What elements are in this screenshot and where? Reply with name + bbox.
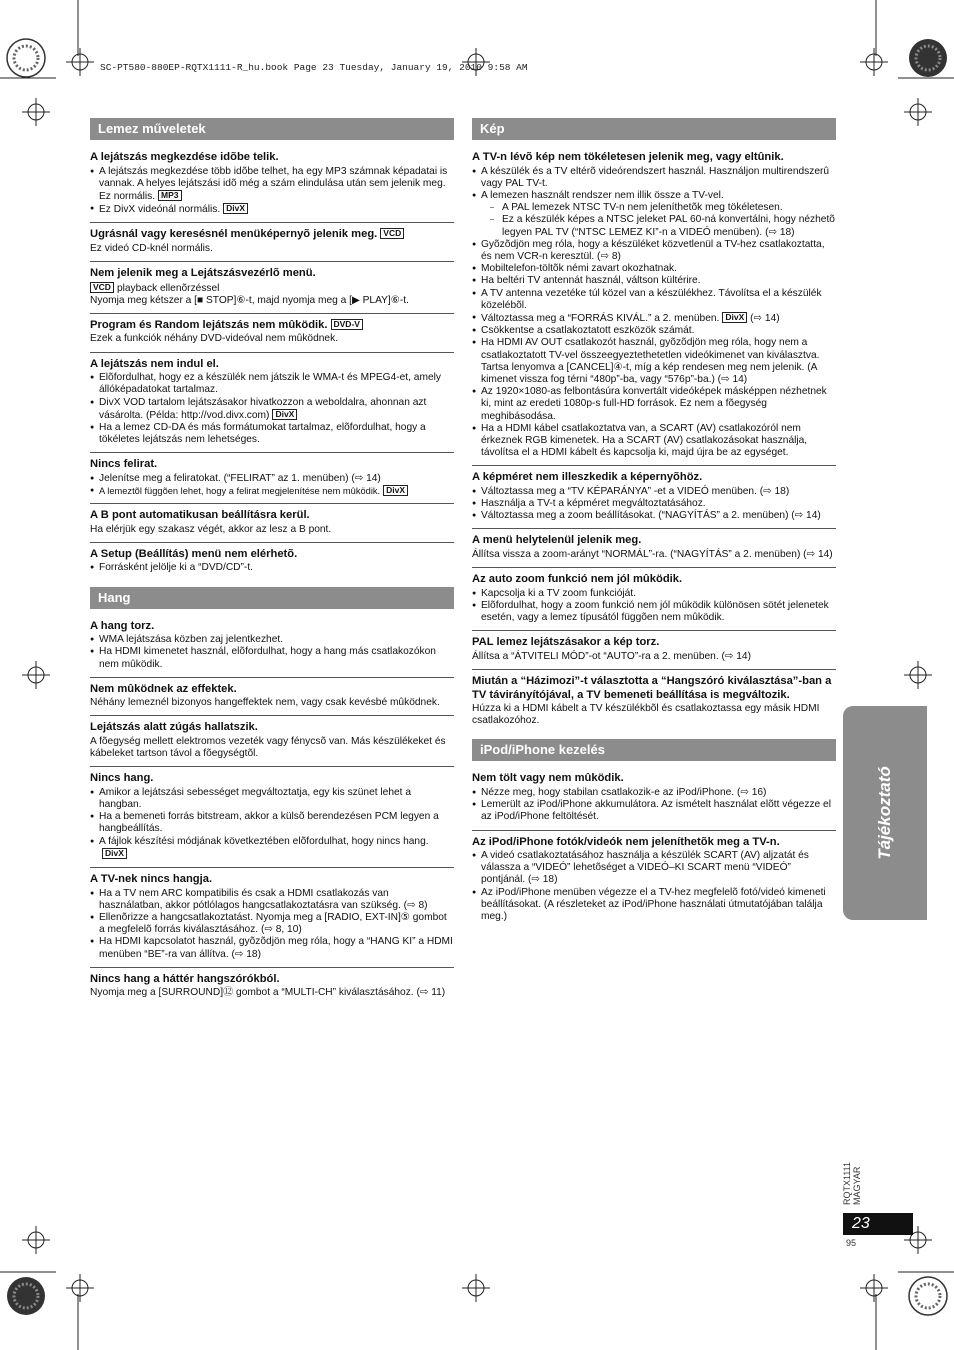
question: Program és Random lejátszás nem mûködik. DVD-V bbox=[90, 319, 454, 333]
bullet: ● Ha a bemeneti forrás bitstream, akkor a külsõ berendezésen PCM legyen a hangbeállítás. bbox=[90, 811, 454, 835]
dash-item: – Ez a készülék képes a NTSC jeleket PAL 60-ná konvertálni, hogy nézhetõ legyen PAL TV (“NTSC LEMEZ KI”-n a VIDEÓ menüben). (⇨ 18) bbox=[490, 214, 836, 238]
bullet: ● Elõfordulhat, hogy ez a készülék nem játszik le WMA-t és MPEG4-et, amely állóképadatokat tartalmaz. bbox=[90, 372, 454, 396]
faq-item bbox=[472, 831, 836, 930]
faq-item bbox=[90, 543, 454, 581]
format-tag: DVD-V bbox=[331, 319, 363, 330]
faq-item bbox=[90, 146, 454, 223]
bullet: ● Ez DivX videónál normális. DivX bbox=[90, 203, 454, 216]
right-column bbox=[472, 118, 836, 929]
bullet: ● Gyõzõdjön meg róla, hogy a készüléket közvetlenül a TV-hez csatlakoztatta, és nem VCR-n keresztül. (⇨ 8) bbox=[472, 239, 836, 263]
faq-item bbox=[90, 223, 454, 262]
faq-item bbox=[90, 678, 454, 717]
faq-item bbox=[90, 453, 454, 504]
question: A hang torz. bbox=[90, 619, 155, 632]
bullet: ● A videó csatlakoztatásához használja a készülék SCART (AV) aljzatát és válassza a “VIDEÓ” lehetõséget a VIDEÓ–KI SCART menü “VIDEÓ” pontjánál. (⇨ 18) bbox=[472, 850, 836, 887]
faq-item bbox=[90, 716, 454, 767]
format-tag: VCD bbox=[90, 282, 114, 293]
faq-item bbox=[472, 670, 836, 733]
faq-item bbox=[90, 504, 454, 543]
faq-item bbox=[90, 767, 454, 868]
format-tag: DivX bbox=[272, 409, 297, 420]
question: Nem mûködnek az effektek. bbox=[90, 682, 237, 695]
answer: A fõegység mellett elektromos vezeték vagy fénycsõ van. Más készülékeket és kábeleket tartson távol a fõegységtõl. bbox=[90, 735, 446, 760]
faq-item bbox=[90, 353, 454, 454]
section-title-disc-ops: Lemez műveletek bbox=[90, 118, 454, 140]
document-code: RQTX1111 MAGYAR bbox=[842, 1161, 862, 1205]
bullet: ● Amikor a lejátszási sebességet megváltoztatja, egy kis szünet lehet a hangban. bbox=[90, 787, 454, 811]
bullet: ● A lemezen használt rendszer nem illik össze a TV-vel. – A PAL lemezek NTSC TV-n nem jeleníthetõk meg tökéletesen. – Ez a készülék képes a NTSC jeleket PAL 60-ná konvertálni, hogy nézhetõ legyen PAL TV (“NTSC LEMEZ KI”-n a VIDEÓ menüben). (⇨ 18) bbox=[472, 190, 836, 239]
bullet: ● Forrásként jelölje ki a “DVD/CD”-t. bbox=[90, 562, 454, 574]
bullet: ● Ha a lemez CD-DA és más formátumokat tartalmaz, elõfordulhat, hogy a tökéletes lejátszás nem lehetséges. bbox=[90, 422, 454, 446]
question: A menü helytelenül jelenik meg. bbox=[472, 534, 642, 547]
question: A képméret nem illeszkedik a képernyõhöz. bbox=[472, 471, 703, 484]
bullet: ● Jelenítse meg a feliratokat. (“FELIRAT” az 1. menüben) (⇨ 14) bbox=[90, 473, 454, 485]
question: Nem tölt vagy nem mûködik. bbox=[472, 772, 624, 785]
bullet: ● Kapcsolja ki a TV zoom funkcióját. bbox=[472, 588, 836, 600]
section-title-picture: Kép bbox=[472, 118, 836, 140]
question: Nincs hang a háttér hangszórókból. bbox=[90, 972, 280, 985]
faq-item bbox=[90, 314, 454, 353]
bullet: ● Változtassa meg a zoom beállításokat. (“NAGYÍTÁS” a 2. menüben) (⇨ 14) bbox=[472, 510, 836, 522]
bullet: ● A TV antenna vezetéke túl közel van a készülékhez. Távolítsa el a készülék közelébõl. bbox=[472, 288, 836, 312]
question: PAL lemez lejátszásakor a kép torz. bbox=[472, 636, 660, 649]
page-sub-number: 95 bbox=[846, 1238, 857, 1248]
question: A TV-nek nincs hangja. bbox=[90, 873, 213, 886]
format-tag: MP3 bbox=[158, 190, 181, 201]
bullet: ● DivX VOD tartalom lejátszásakor hivatkozzon a weboldalra, ahonnan azt vásárolta. (Példa: http://vod.divx.com) DivX bbox=[90, 397, 454, 422]
question: Az auto zoom funkció nem jól mûködik. bbox=[472, 573, 683, 586]
bullet: ● Lemerült az iPod/iPhone akkumulátora. Az ismételt használat elõtt végezze el az iPod/iPhone feltöltését. bbox=[472, 799, 836, 823]
faq-item bbox=[472, 466, 836, 529]
bullet: ● Csökkentse a csatlakoztatott eszközök számát. bbox=[472, 325, 836, 337]
bullet: ● Ha HDMI AV OUT csatlakozót használ, gyõzõdjön meg róla, hogy nem a csatlakoztatott TV-vel összeegyeztethetetlen videókimenet van kiválasztva. Tartsa lenyomva a [CANCEL]④-t, míg a kép rendesen meg nem jelenik. (A kimenet vissza fog térni “480p”-ba, vagy “576p”-ba.) (⇨ 14) bbox=[472, 337, 836, 386]
bullet: ● Az iPod/iPhone menüben végezze el a TV-hez megfelelõ fotó/videó kimeneti beállításokat. (A részleteket az iPod/iPhone használati útmutatójában találja meg.) bbox=[472, 887, 836, 924]
chapter-tab-label: Tájékoztató bbox=[875, 766, 894, 860]
bullet: ● Nézze meg, hogy stabilan csatlakozik-e az iPod/iPhone. (⇨ 16) bbox=[472, 787, 836, 799]
answer: Nyomja meg kétszer a [■ STOP]⑥-t, majd nyomja meg a [▶ PLAY]⑥-t. bbox=[90, 294, 409, 306]
left-column bbox=[90, 118, 454, 1006]
question: Ugrásnál vagy keresésnél menüképernyõ jelenik meg. VCD bbox=[90, 228, 454, 242]
question: A lejátszás megkezdése idõbe telik. bbox=[90, 151, 279, 163]
bullet: ● Változtassa meg a “TV KÉPARÁNYA” -et a VIDEÓ menüben. (⇨ 18) bbox=[472, 486, 836, 498]
faq-item bbox=[472, 767, 836, 830]
format-tag: DivX bbox=[722, 312, 747, 323]
answer: Ha elérjük egy szakasz végét, akkor az lesz a B pont. bbox=[90, 523, 332, 535]
format-tag: DivX bbox=[383, 485, 408, 496]
question: Miután a “Házimozi”-t választotta a “Hangszóró kiválasztása”-ban a TV távirányítójával, a TV bemeneti beállítása is megváltozik. bbox=[472, 675, 832, 701]
dash-item: – A PAL lemezek NTSC TV-n nem jeleníthetõk meg tökéletesen. bbox=[490, 202, 836, 214]
question: A B pont automatikusan beállításra kerül. bbox=[90, 509, 310, 522]
answer: Állítsa a “ÁTVITELI MÓD”-ot “AUTO”-ra a 2. menüben. (⇨ 14) bbox=[472, 650, 751, 662]
bullet: ● Elõfordulhat, hogy a zoom funkció nem jól mûködik különösen sötét jelenetek esetén, vagy a lemez típusától függõen nem mûködik. bbox=[472, 600, 836, 624]
faq-item bbox=[472, 146, 836, 466]
bullet: ● Változtassa meg a “FORRÁS KIVÁL.” a 2. menüben. DivX (⇨ 14) bbox=[472, 312, 836, 325]
question: Nincs felirat. bbox=[90, 458, 158, 471]
faq-item bbox=[472, 529, 836, 568]
bullet: ● Használja a TV-t a képméret megváltoztatásához. bbox=[472, 498, 836, 510]
bullet: ● Ha beltéri TV antennát használ, váltson kültérire. bbox=[472, 275, 836, 287]
answer: Ez videó CD-knél normális. bbox=[90, 242, 213, 254]
answer: VCD playback ellenõrzéssel bbox=[90, 282, 454, 295]
bullet: ● A lejátszás megkezdése több idõbe telhet, ha egy MP3 számnak képadatai is vannak. A helyes lejátszási idõ még a szám elindulása után sem jelenik meg. Ez normális. MP3 bbox=[90, 166, 454, 204]
faq-item bbox=[472, 631, 836, 670]
bullet: ● Ha a HDMI kábel csatlakoztatva van, a SCART (AV) csatlakozóról nem érkeznek RGB kimenetek. Ha a SCART (AV) csatlakozásokat használja, távolítsa el a HDMI kábelt és kapcsolja ki, majd újra be az egységet. bbox=[472, 423, 836, 460]
format-tag: DivX bbox=[102, 848, 127, 859]
question: A TV-n lévõ kép nem tökéletesen jelenik meg, vagy eltûnik. bbox=[472, 151, 784, 163]
answer: Nyomja meg a [SURROUND]⑫ gombot a “MULTI-CH” kiválasztásához. (⇨ 11) bbox=[90, 987, 446, 999]
page-number: 23 bbox=[843, 1213, 913, 1235]
question: A lejátszás nem indul el. bbox=[90, 357, 219, 370]
question: A Setup (Beállítás) menü nem elérhetõ. bbox=[90, 547, 298, 560]
bullet: ● Ha a TV nem ARC kompatibilis és csak a HDMI csatlakozás van használatban, akkor pótlólagos hangcsatlakoztatásra van szükség. (⇨ 8) bbox=[90, 888, 454, 912]
question: Az iPod/iPhone fotók/videók nem jeleníthetõk meg a TV-n. bbox=[472, 835, 780, 848]
section-title-sound: Hang bbox=[90, 587, 454, 609]
faq-item bbox=[90, 615, 454, 678]
bullet: ● A fájlok készítési módjának következtében elõfordulhat, hogy nincs hang.DivX bbox=[90, 836, 454, 861]
question: Nem jelenik meg a Lejátszásvezérlõ menü. bbox=[90, 267, 316, 280]
faq-item bbox=[90, 968, 454, 1006]
format-tag: DivX bbox=[223, 203, 248, 214]
bullet: ● WMA lejátszása közben zaj jelentkezhet. bbox=[90, 634, 454, 646]
bullet: ● A készülék és a TV eltérõ videórendszert használ. Használjon multirendszerû vagy PAL TV-t. bbox=[472, 166, 836, 190]
question: Lejátszás alatt zúgás hallatszik. bbox=[90, 721, 258, 734]
answer: Ezek a funkciók néhány DVD-videóval nem mûködnek. bbox=[90, 333, 339, 345]
book-header: SC-PT580-880EP-RQTX1111-R_hu.book Page 23 Tuesday, January 19, 2010 9:58 AM bbox=[100, 62, 528, 73]
bullet: ● Ha HDMI kimenetet használ, elõfordulhat, hogy a hang más csatlakozókon nem mûködik. bbox=[90, 646, 454, 670]
bullet: ● A lemeztõl függõen lehet, hogy a felirat megjelenítése nem mûködik. DivX bbox=[90, 485, 454, 497]
question: Nincs hang. bbox=[90, 772, 154, 785]
format-tag: VCD bbox=[380, 228, 404, 239]
section-title-ipod: iPod/iPhone kezelés bbox=[472, 739, 836, 761]
bullet: ● Ellenõrizze a hangcsatlakoztatást. Nyomja meg a [RADIO, EXT-IN]⑤ gombot a megfelelõ forrás kiválasztásához. (⇨ 8, 10) bbox=[90, 912, 454, 936]
chapter-tab bbox=[843, 706, 927, 920]
answer: Húzza ki a HDMI kábelt a TV készülékbõl és csatlakoztassa egy másik HDMI csatlakozóhoz. bbox=[472, 703, 820, 727]
bullet: ● Az 1920×1080-as felbontásúra konvertált videóképek másképpen nézhetnek ki, mint az eredeti 1080p-s full-HD források. Ez nem a fõegység meghibásodása. bbox=[472, 386, 836, 423]
answer: Állítsa vissza a zoom-arányt “NORMÁL”-ra. (“NAGYÍTÁS” a 2. menüben) (⇨ 14) bbox=[472, 548, 833, 560]
faq-item bbox=[472, 568, 836, 631]
bullet: ● Ha HDMI kapcsolatot használ, gyõzõdjön meg róla, hogy a “HANG KI” a HDMI menüben “BE”-ra van állítva. (⇨ 18) bbox=[90, 936, 454, 960]
bullet: ● Mobiltelefon-töltõk némi zavart okozhatnak. bbox=[472, 263, 836, 275]
faq-item bbox=[90, 262, 454, 314]
faq-item bbox=[90, 868, 454, 968]
answer: Néhány lemeznél bizonyos hangeffektek nem, vagy csak kevésbé mûködnek. bbox=[90, 697, 440, 709]
